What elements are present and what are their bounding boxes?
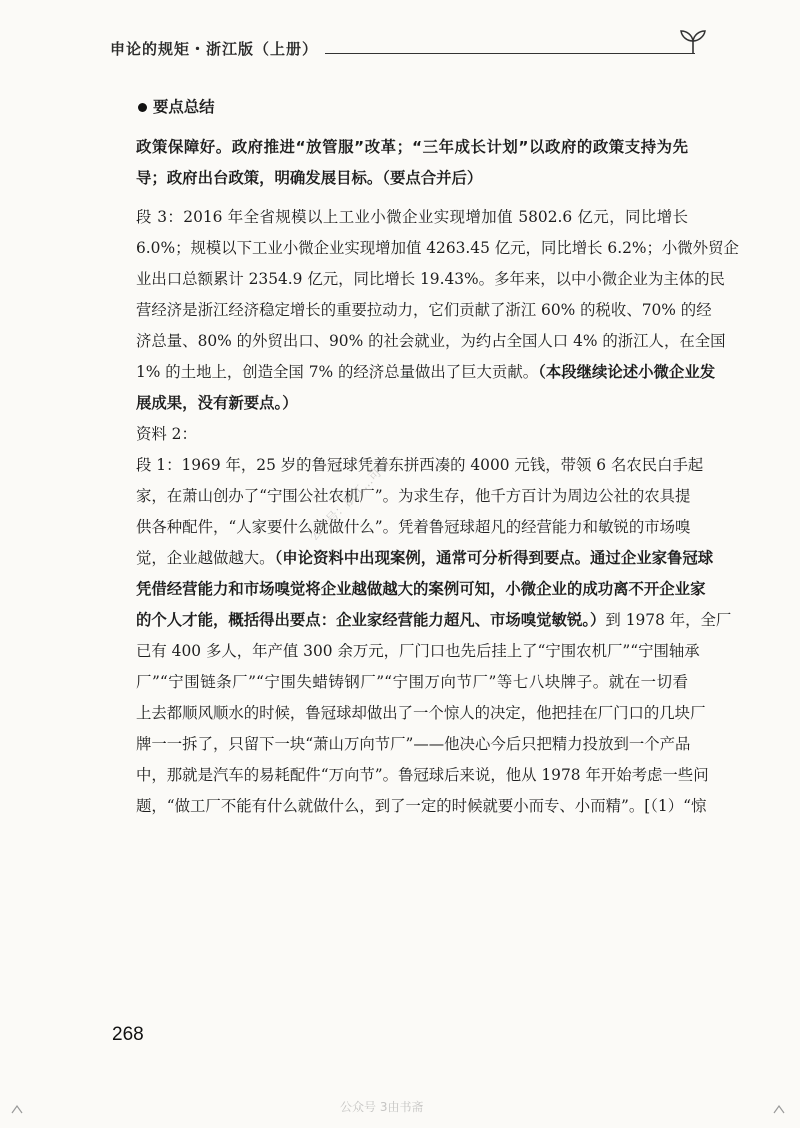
paragraph-line: 上去都顺风顺水的时候，鲁冠球却做出了一个惊人的决定，他把挂在厂门口的几块厂 <box>136 704 706 722</box>
paragraph-line: 家，在萧山创办了“宁围公社农机厂”。为求生存，他千方百计为周边公社的农具提 <box>136 487 691 505</box>
paragraph-line <box>136 357 716 388</box>
paragraph-line: 营经济是浙江经济稳定增长的重要拉动力，它们贡献了浙江 60% 的税收、70% 的经 <box>136 301 712 319</box>
paragraph-line: 供各种配件，“人家要什么就做什么”。凭着鲁冠球超凡的经营能力和敏锐的市场嗅 <box>136 518 691 536</box>
summary-heading-text: 要点总结 <box>153 98 215 116</box>
paragraph-text: 到 1978 年，全厂 <box>605 611 732 629</box>
watermark: 公众号：浙江…可以… <box>306 448 402 544</box>
paragraph-text: 1% 的土地上，创造全国 7% 的经济总量做出了巨大贡献。 <box>136 363 539 381</box>
summary-line: 政策保障好。政府推进“放管服”改革；“三年成长计划”以政府的政策支持为先 <box>136 138 688 156</box>
annotation-note: 凭借经营能力和市场嗅觉将企业越做越大的案例可知，小微企业的成功离不开企业家 <box>136 580 706 598</box>
annotation-note: 展成果，没有新要点。） <box>136 394 298 412</box>
scan-mark-icon <box>772 1104 786 1114</box>
paragraph-text: 觉，企业越做越大。 <box>136 549 275 567</box>
sprout-icon <box>678 26 708 56</box>
paragraph-line: 题，“做工厂不能有什么就做什么，到了一定的时候就要小而专、小而精”。[（1）“惊 <box>136 797 707 815</box>
scan-mark-icon <box>10 1104 24 1114</box>
summary-line: 导；政府出台政策，明确发展目标。（要点合并后） <box>136 169 483 187</box>
paragraph-line: 济总量、80% 的外贸出口、90% 的社会就业，为约占全国人口 4% 的浙江人，在全国 <box>136 332 726 350</box>
header-rule <box>325 53 695 54</box>
paragraph-line: 中，那就是汽车的易耗配件“万向节”。鲁冠球后来说，他从 1978 年开始考虑一些问 <box>136 766 709 784</box>
annotation-note: （本段继续论述小微企业发 <box>538 363 716 381</box>
paragraph-line: 厂”“宁围链条厂”“宁围失蜡铸钢厂”“宁围万向节厂”等七八块牌子。就在一切看 <box>136 673 688 691</box>
summary-heading <box>136 90 688 124</box>
book-title: 申论的规矩・浙江版（上册） <box>110 40 319 58</box>
paragraph-line: 6.0%；规模以下工业小微企业实现增加值 4263.45 亿元，同比增长 6.2%；小微外贸企 <box>136 239 739 257</box>
paragraph-line <box>136 605 732 636</box>
paragraph-line: 业出口总额累计 2354.9 亿元，同比增长 19.43%。多年来，以中小微企业为主体的民 <box>136 270 725 288</box>
material-label: 资料 2： <box>136 425 197 443</box>
paragraph-line: 已有 400 多人，年产值 300 余万元，厂门口也先后挂上了“宁围农机厂”“宁围轴承 <box>136 642 700 660</box>
paragraph-line <box>136 543 714 574</box>
annotation-note: （申论资料中出现案例，通常可分析得到要点。通过企业家鲁冠球 <box>274 549 714 567</box>
running-header <box>110 26 720 60</box>
page-number: 268 <box>112 1024 144 1045</box>
footer-watermark: 公众号 3由书斋 <box>340 1100 424 1114</box>
annotation-note: 的个人才能，概括得出要点：企业家经营能力超凡、市场嗅觉敏锐。） <box>136 611 606 629</box>
paragraph-line: 牌一一拆了，只留下一块“萧山万向节厂”——他决心今后只把精力投放到一个产品 <box>136 735 691 753</box>
paragraph-line: 段 3：2016 年全省规模以上工业小微企业实现增加值 5802.6 亿元，同比增长 <box>136 208 688 226</box>
paragraph-line: 段 1：1969 年，25 岁的鲁冠球凭着东拼西凑的 4000 元钱，带领 6 名农民白手起 <box>136 456 704 474</box>
bullet-icon <box>138 103 147 112</box>
body-text <box>136 82 739 822</box>
